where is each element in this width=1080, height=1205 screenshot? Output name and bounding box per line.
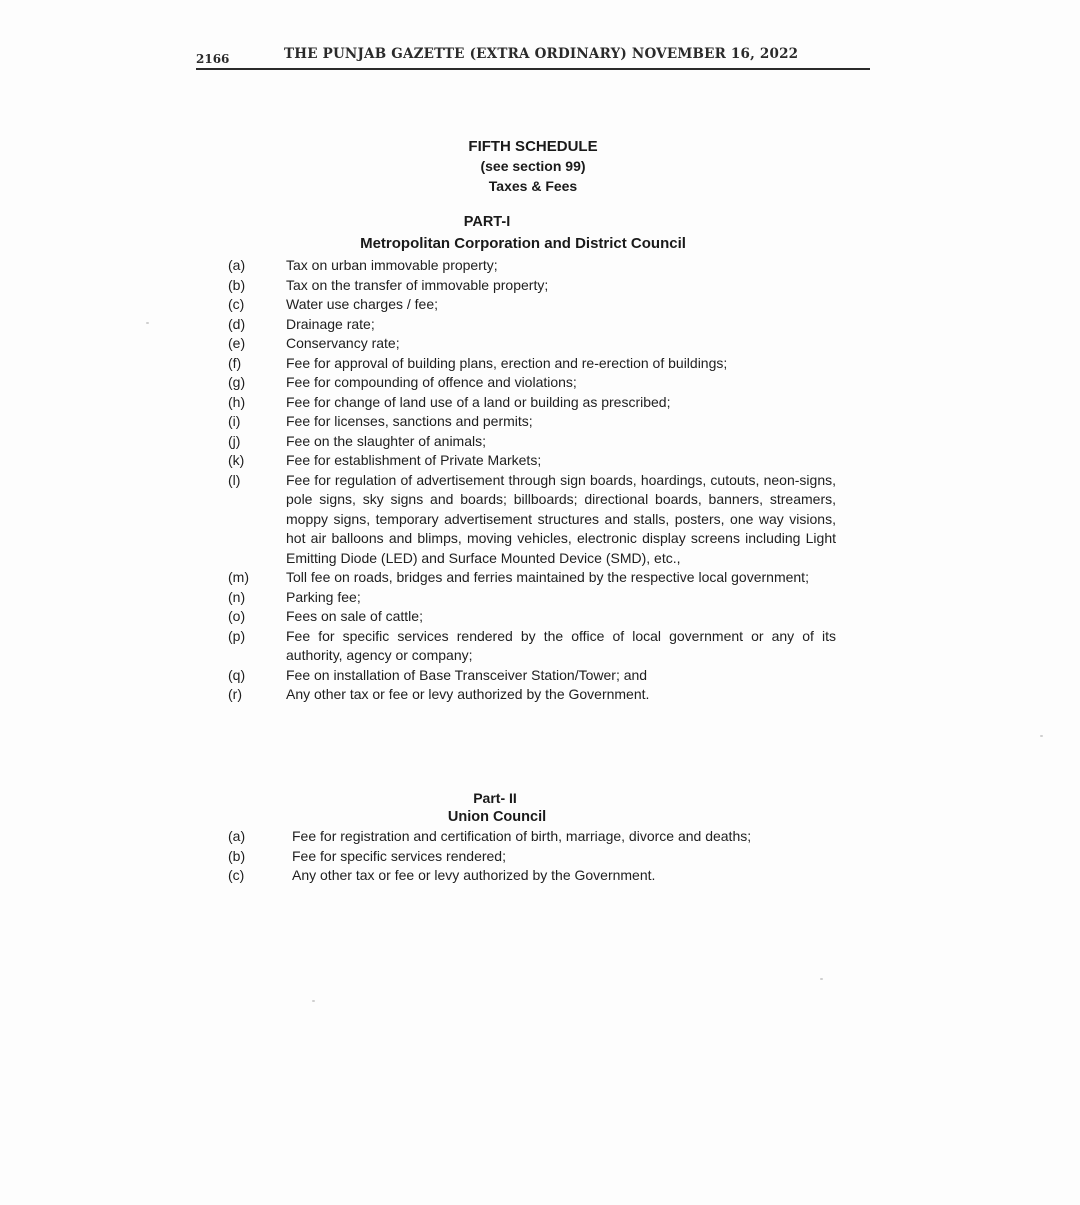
header-rule [196, 68, 870, 70]
part1-item-list [226, 256, 836, 705]
item-text: Tax on the transfer of immovable property; [286, 276, 549, 293]
list-item [226, 607, 836, 627]
list-item [226, 334, 836, 354]
list-item [226, 627, 836, 666]
item-text: Any other tax or fee or levy authorized by the Government. [286, 686, 650, 702]
list-item [226, 451, 836, 471]
part2-subheading: Union Council [447, 809, 547, 825]
part2-heading: Part- II [473, 790, 517, 806]
list-item [226, 471, 836, 569]
item-label: (l) [228, 471, 241, 488]
item-label: (i) [228, 413, 241, 429]
item-text: Fee for establishment of Private Markets; [286, 452, 542, 468]
part1-subheading: Metropolitan Corporation and District Council [360, 235, 686, 252]
item-text: Fee on installation of Base Transceiver Station/Tower; and [286, 666, 648, 683]
page-header [196, 44, 870, 72]
schedule-title: FIFTH SCHEDULE [468, 138, 598, 155]
part1-heading: PART-I [463, 214, 511, 230]
item-text: Fee for specific services rendered; [292, 847, 506, 864]
item-label: (p) [228, 627, 246, 644]
item-text: Fees on sale of cattle; [286, 608, 423, 624]
list-item [226, 276, 836, 296]
item-label: (n) [228, 588, 246, 605]
item-text: Tax on urban immovable property; [286, 257, 498, 273]
scan-speck [1040, 735, 1043, 737]
item-text: Drainage rate; [286, 315, 375, 332]
item-text: Fee for approval of building plans, erection and re-erection of buildings; [286, 354, 728, 371]
item-label: (j) [228, 432, 241, 449]
item-label: (b) [228, 276, 246, 293]
list-item [226, 866, 836, 886]
list-item [226, 847, 836, 867]
item-label: (e) [228, 335, 246, 351]
list-item [226, 354, 836, 374]
item-label: (k) [228, 452, 245, 468]
item-label: (a) [228, 828, 246, 844]
item-text: Fee for change of land use of a land or building as prescribed; [286, 393, 671, 410]
list-item [226, 373, 836, 393]
page-number: 2166 [196, 52, 230, 66]
list-item [226, 295, 836, 315]
item-text: Toll fee on roads, bridges and ferries maintained by the respective local government; [286, 569, 809, 585]
list-item [226, 685, 836, 705]
item-label: (m) [228, 569, 249, 585]
list-item [226, 315, 836, 335]
item-label: (h) [228, 393, 246, 410]
item-label: (b) [228, 847, 246, 864]
list-item [226, 568, 836, 588]
list-item [226, 432, 836, 452]
list-item [226, 256, 836, 276]
item-text: Fee for specific services rendered by the office of local government or any of its authority, agency or company; [286, 627, 836, 663]
item-text: Conservancy rate; [286, 335, 400, 351]
item-text: Fee for regulation of advertisement through sign boards, hoardings, cutouts, neon-signs, pole signs, sky signs and boards; billboards; directional boards, banners, streamers, moppy signs, temporary advertisement structures and stalls, posters, one way visions, hot air balloons and blimps, moving vehicles, electronic display screens including Light Emitting Diode (LED) and Surface Mounted Device (SMD), etc., [286, 471, 836, 566]
part2-item-list [226, 827, 836, 886]
list-item [226, 827, 836, 847]
scan-speck [312, 1000, 315, 1002]
item-text: Fee for registration and certification of birth, marriage, divorce and deaths; [292, 828, 752, 844]
item-text: Fee for compounding of offence and violations; [286, 374, 577, 390]
item-text: Any other tax or fee or levy authorized by the Government. [292, 867, 656, 883]
list-item [226, 393, 836, 413]
item-label: (f) [228, 354, 242, 371]
scan-speck [146, 322, 149, 324]
schedule-reference: (see section 99) [480, 158, 586, 174]
item-label: (r) [228, 686, 242, 702]
item-label: (g) [228, 374, 246, 390]
item-label: (d) [228, 315, 246, 332]
list-item [226, 666, 836, 686]
list-item [226, 588, 836, 608]
list-item [226, 412, 836, 432]
item-text: Fee on the slaughter of animals; [286, 432, 487, 449]
scan-speck [820, 978, 823, 980]
gazette-title: THE PUNJAB GAZETTE (EXTRA ORDINARY) NOVEMBER 16, 2022 [284, 46, 799, 62]
item-text: Water use charges / fee; [286, 296, 438, 312]
item-label: (a) [228, 257, 246, 273]
item-label: (o) [228, 608, 246, 624]
item-text: Fee for licenses, sanctions and permits; [286, 413, 533, 429]
item-label: (c) [228, 296, 245, 312]
item-label: (c) [228, 867, 245, 883]
item-text: Parking fee; [286, 588, 361, 605]
schedule-subtitle: Taxes & Fees [488, 178, 578, 194]
item-label: (q) [228, 666, 246, 683]
